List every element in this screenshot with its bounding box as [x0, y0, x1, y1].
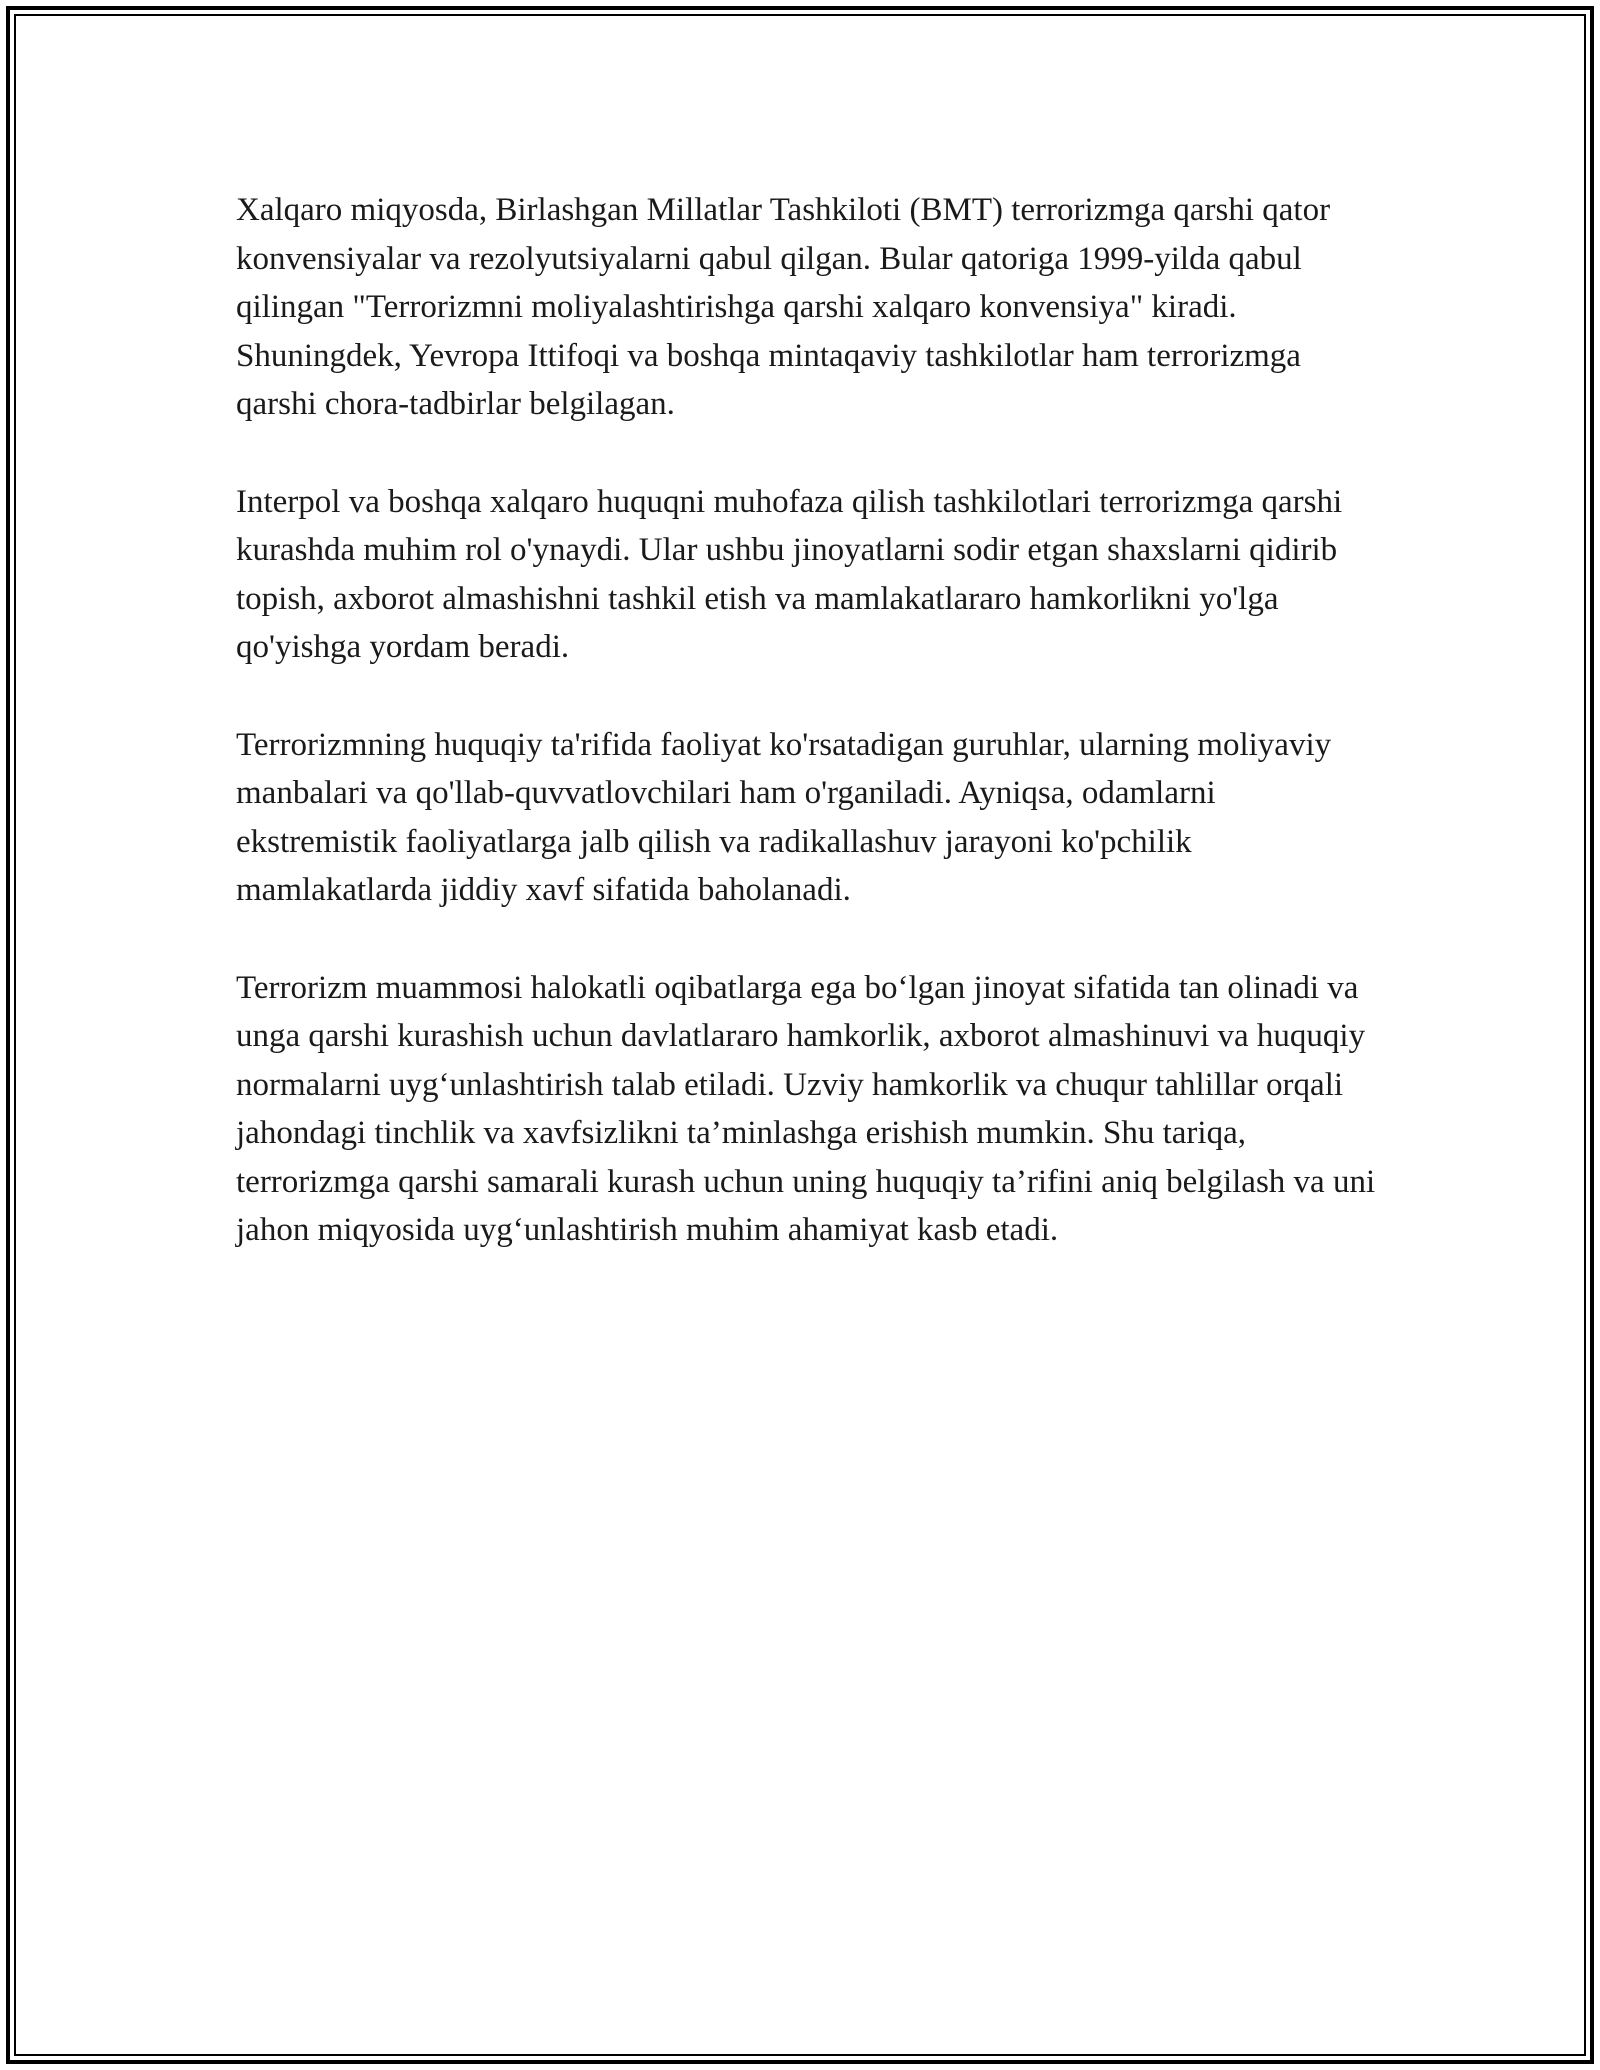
- paragraph-interpol: Interpol va boshqa xalqaro huquqni muhofaza qilish tashkilotlari terrorizmga qarshi kurashda muhim rol o'ynaydi. Ular ushbu jinoyatlarni sodir etgan shaxslarni qidirib topish, axborot almashishni tashkil etish va mamlakatlararo hamkorlikni yo'lga qo'yishga yordam beradi.: [236, 483, 1343, 665]
- paragraph-conclusion: Terrorizm muammosi halokatli oqibatlarga ega bo‘lgan jinoyat sifatida tan olinadi va unga qarshi kurashish uchun davlatlararo hamkorlik, axborot almashinuvi va huquqiy normalarni uyg‘unlashtirish talab etiladi. Uzviy hamkorlik va chuqur tahlillar orqali jahondagi tinchlik va xavfsizlikni ta’minlashga erishish mumkin. Shu tariqa, terrorizmga qarshi samarali kurash uchun uning huquqiy ta’rifini aniq belgilash va uni jahon miqyosida uyg‘unlashtirish muhim ahamiyat kasb etadi.: [236, 969, 1376, 1248]
- paragraph-legal-definition: Terrorizmning huquqiy ta'rifida faoliyat ko'rsatadigan guruhlar, ularning moliyaviy manbalari va qo'llab-quvvatlovchilari ham o'rganiladi. Ayniqsa, odamlarni ekstremistik faoliyatlarga jalb qilish va radikallashuv jarayoni ko'pchilik mamlakatlarda jiddiy xavf sifatida baholanadi.: [236, 726, 1332, 908]
- paragraph-un-conventions: Xalqaro miqyosda, Birlashgan Millatlar Tashkiloti (BMT) terrorizmga qarshi qator konvensiyalar va rezolyutsiyalarni qabul qilgan. Bular qatoriga 1999-yilda qabul qilingan "Terrorizmni moliyalashtirishga qarshi xalqaro konvensiya" kiradi. Shuningdek, Yevropa Ittifoqi va boshqa mintaqaviy tashkilotlar ham terrorizmga qarshi chora-tadbirlar belgilagan.: [236, 192, 1331, 422]
- document-body: [236, 186, 1376, 1304]
